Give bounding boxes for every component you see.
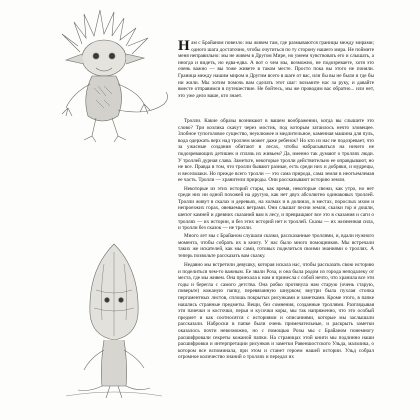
trolls-text-block <box>178 118 374 261</box>
intro-paragraph <box>178 40 374 99</box>
mushroom-figure-illustration <box>60 240 168 404</box>
paragraph-3: Некоторые из этих историй стары, как время, некоторые свежи, как утро, но нет среди них ни одной похожей на другую, как нет двух абсолютно одинаковых троллей. Тролли живут в скалах и деревьях, на холмах и в долинах, в местах, порослых мхом и непроезжих горах, овеваемых ветрами. Они слышат песни земли, сказки гор и дошли, шепот камней и древних сказаний вам в лесу, и превращают все это в сказания и саги о троллях — их истории, и без этих историй нет и троллей. Сказы — их жизненная сила, и тролли без сказок — не тролли. <box>178 185 374 232</box>
paragraph-4: Много лет мы с Брайаном слушали сказки, рассказанные троллями, и, вдали нужного момента, чтобы собрать их в книгу. У нас было много помощников. Мы встречали таких же искателей, как мы сами, готовых поделиться своими знаниями о троллях. А теперь позвольте рассказать вам сказку. <box>178 233 374 260</box>
drop-cap: Н <box>178 38 190 54</box>
paragraph-5: Недавно мы встретили девушку, которая искала нас, чтобы рассказать свою историю и поделиться чем-то важным. Ее звали Роза, и она была родом из города неподалеку от места, где мы живем. Она приехала к нам и принесла с собой нечто, что хранила все эти годы и берегла с самого детства. Она робко протянула нам старую (очень старую, поверьте) кожаную папку, перевязанную шнурком; внутри была пухлая стопка пергаментных листов, сплошь покрытых рисунками и заметками. Кроме этого, в папке нашлись странные предметы. Вещи, без сомнения, созданные троллями. Разглядывая эти пачечки и косточки, перья и кусочки коры, мы так напряженно, что это особый предмет и как соотносятся с историями и описаниями, которые мы заслышали рассказали. Наброски в папке были очень примечательные, и раскрыть заметки оказалось почти невозможно, но с помощью Розы мы с Брайаном понемногу расшифровали секреты кожаной папки. На страницах этой книги мы подлинно наши расшифровки и интерпретации рисунков и заметки Равеншостского Ульда, мальчика, о котором все вспоминала, при этом и станет героем нашей истории. Ульд собрал огромное количество знаний о троллях и передал их <box>178 262 374 361</box>
intro-text-block <box>178 40 374 101</box>
paragraph-1-text: ам с Брайаном повезло: мы живем там, где размываются границы между мирами; одного шага достаточно, чтобы очутиться по ту сторону нашего мира. Не поймите меня неправильно: мы не живем в Другом Мире, но умеем чувствовать его и слышать, а иногда и видеть, но едва-едва. А вот о чем мы, возможно, не подозреваете, хотя это очень важно — вы тоже живете в таком месте. Просто пока вы этого не поняли. Граница между нашим миром и Другим всего в шаге от вас, или бы вы не были и где бы ни жили. Мы хотим помочь вам сделать этот шаг: возьмите нас за руку, и давайте вместе отправимся в путешествие. Не бойтесь, мы же проводим вас обратно... или нет, это уже дело ваше, кто знает. <box>178 40 374 99</box>
troll-creature-illustration <box>52 4 182 146</box>
story-text-block <box>178 262 374 363</box>
paragraph-2: Тролли. Какие образы возникают в вашем воображении, когда вы слышите это слово? Три козлика скачут через мостик, под которым затаилось нечто зловещее. Злобное тупоголовое существо, неуклюжее и медлительное, каменная машина для пуль, вода одержать верх над троллем может даже ребенок? Но кто из нас не подозревает, что за ужасные создания обитают в лесах, чтобы набрасываться на ничего не подозревающих детишек и сплачь их живьем? Да, именно так думают о троллях люди. У троллей дурная слава. Заметьте, некоторые тролли действительно ее оправдывают, но не все. Правда в том, что тролли бывают разные, есть среди них и добряки, и мудрецы, и весельчаки. Но прежде всего тролли — это сама природа, сама земля в неотъемлемая ее часть. Тролли — хранители природы. Они рассказывают историю земли. <box>178 118 374 184</box>
